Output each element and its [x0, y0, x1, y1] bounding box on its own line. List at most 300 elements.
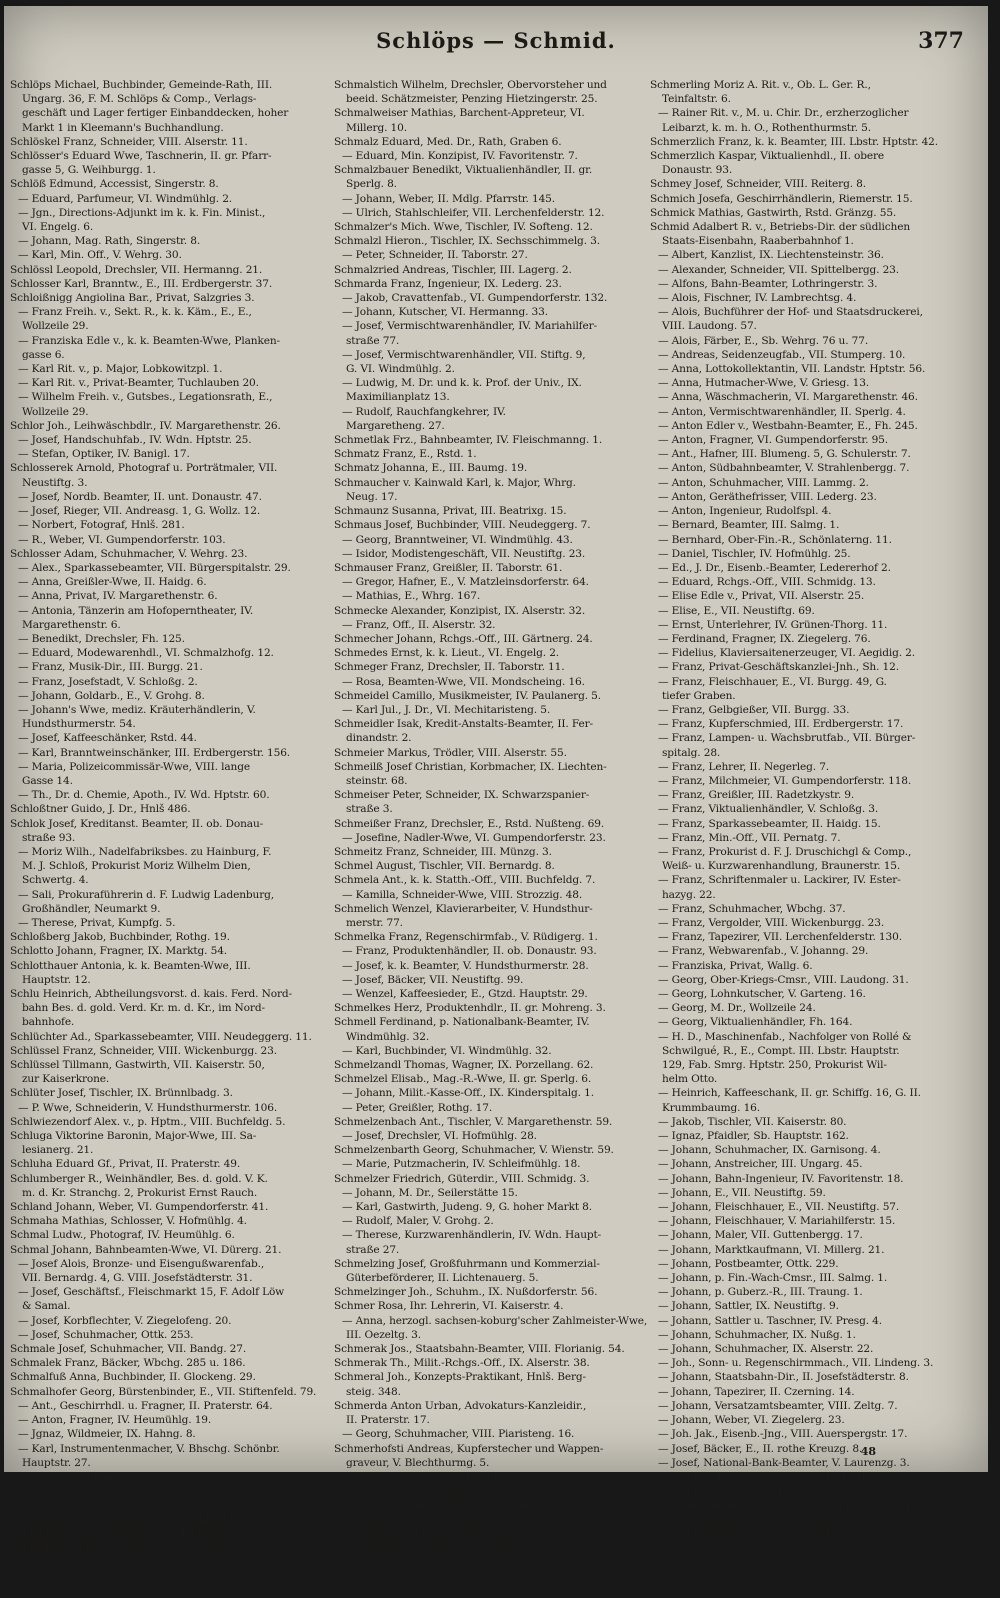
directory-entry-continuation: VI. Engelg. 6.: [22, 221, 94, 234]
directory-entry-continuation: steig. 348.: [346, 1385, 401, 1398]
directory-entry: — Jgn., Directions-Adjunkt im k. k. Fin. Minist.,: [18, 206, 266, 219]
directory-entry-continuation: Schwertg. 4.: [22, 874, 89, 887]
directory-entry: — Wilhelm Freih. v., Gutsbes., Legationsrath, E.,: [18, 391, 273, 404]
directory-entry: Schlosser Karl, Branntw., E., III. Erdbergerstr. 37.: [10, 277, 273, 290]
directory-entry: — Heinrich, Kaffeeschank, II. gr. Schiffg. 16, G. II.: [658, 1087, 921, 1100]
directory-entry-continuation: Weiß- u. Kurzwarenhandlung, Braunerstr. 15.: [662, 860, 901, 873]
directory-entry: — Alois, Buchführer der Hof- und Staatsdruckerei,: [658, 306, 923, 319]
directory-entry: — Alexander, Schneider, VII. Spittelbergg. 23.: [658, 263, 899, 276]
directory-entry: — Franziska, Privat, Wallg. 6.: [658, 959, 813, 972]
directory-entry: — Karl, Buchbinder, VI. Windmühlg. 32.: [342, 1044, 552, 1057]
directory-entry: — Anton, Schuhmacher, VIII. Lammg. 2.: [658, 476, 869, 489]
directory-entry: — Josef Alois, Bronze- und Eisengußwarenfab.,: [18, 1257, 265, 1270]
directory-entry: Schmalzbauer Benedikt, Viktualienhändler, II. gr.: [334, 164, 593, 177]
directory-entry: — Franz, Viktualienhändler, V. Schloßg. 3.: [658, 803, 879, 816]
directory-entry: Schmelzel Elisab., Mag.-R.-Wwe, II. gr. Sperlg. 6.: [334, 1073, 592, 1086]
directory-entry: — Joh. Jak., Eisenb.-Jng., VIII. Auerspergstr. 17.: [658, 1428, 908, 1441]
directory-entry: — Johann, Postbeamter, Ottk. 229.: [658, 1257, 839, 1270]
directory-entry-continuation: gasse 5, G. Weihburgg. 1.: [22, 164, 156, 177]
directory-entry: Schmich Josefa, Geschirrhändlerin, Riemerstr. 15.: [650, 192, 913, 205]
directory-entry: — Johann, Schuhmacher, IX. Alserstr. 22.: [658, 1343, 874, 1356]
directory-entry: — Antonia, Tänzerin am Hofoperntheater, IV.: [18, 604, 254, 617]
directory-entry: — Karl Rit. v., Privat-Beamter, Tuchlauben 20.: [18, 377, 259, 390]
directory-entry-continuation: spitalg. 28.: [662, 746, 721, 759]
directory-entry-continuation: helm Otto.: [662, 1073, 718, 1086]
directory-entry-continuation: Millerg. 10.: [346, 121, 407, 134]
directory-entry: — Johann, Mag. Rath, Singerstr. 8.: [18, 235, 201, 248]
directory-entry: — Johann, Goldarb., E., V. Grohg. 8.: [18, 689, 205, 702]
directory-entry: — Georg, Ober-Kriegs-Cmsr., VIII. Laudong. 31.: [658, 973, 909, 986]
directory-page: [4, 6, 988, 1597]
directory-entry: — Johann, Marktkaufmann, VI. Millerg. 21.: [658, 1243, 885, 1256]
directory-entry: Schlüssel Franz, Schneider, VIII. Wickenburgg. 23.: [10, 1044, 277, 1057]
directory-entry: — Josef, Beamter, III. Rennweg 47.: [658, 1527, 841, 1540]
directory-entry: — Norbert, Fotograf, Hnlš. 281.: [18, 519, 185, 532]
directory-entry: — Eduard, Modewarenhdl., VI. Schmalzhofg. 12.: [18, 647, 274, 660]
directory-entry: — Anton, Vermischtwarenhändler, II. Sperlg. 4.: [658, 405, 906, 418]
directory-entry-continuation: hazyg. 22.: [662, 888, 716, 901]
directory-entry-continuation: Hauptstr. 12.: [22, 973, 91, 986]
directory-entry: — Anna, Lottokollektantin, VII. Landstr. Hptstr. 56.: [658, 363, 926, 376]
directory-entry: Schlüssel Tillmann, Gastwirth, VII. Kaiserstr. 50,: [10, 1059, 265, 1072]
directory-entry: — Josef, Vermischtwarenhändler, IV. Mariahilfer-: [342, 320, 597, 333]
directory-entry: — Johann, p. Guberz.-R., III. Traung. 1.: [658, 1286, 863, 1299]
directory-entry: Schmaunz Susanna, Privat, III. Beatrixg. 15.: [334, 505, 567, 518]
directory-entry: — Karl, Instrumentenmacher, V. Bhschg. Schönbr.: [18, 1442, 280, 1455]
directory-entry: — Jgnaz, Wildmeier, IX. Hahng. 8.: [18, 1428, 196, 1441]
directory-entry: Schmalweiser Mathias, Barchent-Appreteur, VI.: [334, 107, 585, 120]
directory-entry-continuation: Güterbeförderer, II. Lichtenauerg. 5.: [346, 1272, 539, 1285]
directory-entry: — Johann, Anstreicher, III. Ungarg. 45.: [658, 1158, 863, 1171]
directory-entry: — Bernard, Beamter, III. Salmg. 1.: [658, 519, 840, 532]
directory-entry: Schmerling Moriz A. Rit. v., Ob. L. Ger. R.,: [650, 79, 871, 91]
directory-entry-continuation: lerstraße 18.: [22, 1499, 90, 1512]
directory-entry: — Johann, Schuhmacher, IX. Garnisong. 4.: [658, 1144, 881, 1157]
directory-entry: — Georg, Lohnkutscher, V. Garteng. 16.: [658, 988, 866, 1000]
directory-entry: — Franz, Schriftenmaler u. Lackirer, IV. Ester-: [658, 874, 901, 887]
directory-entry: — Ferdinand, Fragner, IX. Ziegelerg. 76.: [658, 632, 871, 645]
directory-entry: Schmale Josef, Schuhmacher, VII. Bandg. 27.: [10, 1343, 247, 1356]
directory-entry-continuation: Neustiftg. 3.: [22, 476, 88, 489]
directory-entry-continuation: Gesellsch., Bauernmarkt 1.: [346, 1570, 489, 1583]
directory-entry: — Therese, Privat, Kumpfg. 5.: [18, 916, 176, 929]
directory-entry: — Johann, Tapezirer, II. Czerning. 14.: [658, 1385, 855, 1398]
directory-entry: — Georg, Schuhmacher, VIII. Piaristeng. 16.: [342, 1428, 575, 1441]
directory-entry: Schmall Johann, Korbmacher, V. Pilgramg. 6.: [10, 1527, 245, 1540]
directory-entry: Schmela Ant., k. k. Statth.-Off., VIII. Buchfeldg. 7.: [334, 874, 596, 887]
directory-entry: — Josef, Geschäftsf., Fleischmarkt 15, F. Adolf Löw: [18, 1286, 285, 1299]
directory-entry: — Josef, Tabaktrafikant, IV. Colbeg 31.: [658, 1513, 859, 1526]
directory-entry: Schmalek Franz, Bäcker, Wbchg. 285 u. 186.: [10, 1357, 246, 1370]
directory-entry: Schmal Johann, Bahnbeamten-Wwe, VI. Dürerg. 21.: [10, 1243, 282, 1256]
directory-entry-continuation: VIII. Laudong. 57.: [662, 320, 757, 333]
directory-entry: — Johann, Milit.-Kasse-Off., IX. Kinderspitalg. 1.: [342, 1087, 594, 1100]
directory-entry: — Fidelius, Klaviersaitenerzeuger, VI. Aegidig. 2.: [658, 647, 915, 660]
directory-entry: — Franz, Greißler, III. Radetzkystr. 9.: [658, 789, 855, 802]
directory-entry-continuation: 129, Fab. Smrg. Hptstr. 250, Prokurist Wil-: [662, 1059, 887, 1072]
directory-entry: — Johann, Sattler, IX. Neustiftg. 9.: [658, 1300, 839, 1313]
directory-entry: Schlosser Adam, Schuhmacher, V. Wehrg. 23.: [10, 547, 248, 560]
directory-entry: — Anton, Geräthefrisser, VIII. Lederg. 23.: [658, 490, 877, 503]
directory-entry: Schmerak Jos., Staatsbahn-Beamter, VIII. Florianig. 54.: [334, 1343, 625, 1356]
directory-entry: — Josef, k. k. Professor, Hoher Markt 10.: [658, 1470, 872, 1483]
directory-entry: — Anton, Fragner, IV. Heumühlg. 19.: [18, 1414, 212, 1427]
directory-entry: — Franz, Kupferschmied, III. Erdbergerstr. 17.: [658, 718, 904, 731]
directory-entry: Schmey Josef, Schneider, VIII. Reiterg. 8.: [650, 178, 866, 191]
directory-entry: — Rosa, Beamten-Wwe, VII. Mondscheing. 16.: [342, 675, 585, 688]
directory-entry-continuation: straße 77.: [346, 334, 400, 347]
directory-entry-continuation: Sperlg. 8.: [346, 178, 397, 191]
directory-entry: Schmelzenbach Ant., Tischler, V. Margarethenstr. 59.: [334, 1115, 613, 1128]
directory-entry: Schmalzinger Kaspar, Schneider, V. Wienstr. 71.: [10, 1541, 261, 1554]
directory-entry: Schlumberger R., Weinhändler, Bes. d. gold. V. K.: [10, 1172, 268, 1185]
directory-entry: Schlwiezendorf Alex. v., p. Hptm., VIII. Buchfeldg. 5.: [10, 1115, 286, 1128]
directory-entry: — Franz, Lampen- u. Wachsbrutfab., VII. Bürger-: [658, 732, 916, 745]
directory-entry: Schmeral Joh., Konzepts-Praktikant, Hnlš. Berg-: [334, 1371, 586, 1384]
directory-entry: — Johann, Kutscher, VI. Hermanng. 33.: [342, 306, 548, 319]
directory-entry: Schmelzinger Joh., Schuhm., IX. Nußdorferstr. 56.: [334, 1286, 598, 1299]
directory-entry: Schmetlak Frz., Bahnbeamter, IV. Fleischmanng. 1.: [334, 434, 603, 447]
directory-entry: Schmalfuß Anna, Buchbinder, II. Glockeng. 29.: [10, 1371, 256, 1384]
directory-entry-continuation: Margaretheng. 27.: [346, 419, 445, 432]
directory-entry-continuation: graveur, V. Blechthurmg. 5.: [346, 1456, 490, 1469]
directory-entry-continuation: geschäft und Lager fertiger Einbanddecken, hoher: [22, 107, 289, 120]
directory-entry: — Rudolf, Maler, V. Grohg. 2.: [342, 1215, 494, 1228]
directory-entry: — Josef, National-Bank-Beamter, V. Laurenzg. 3.: [658, 1456, 910, 1469]
directory-entry: — Jakob, Tischler, VII. Kaiserstr. 80.: [658, 1115, 847, 1128]
directory-entry: — Johann, Fleischhauer, E., VII. Neustiftg. 57.: [658, 1201, 900, 1214]
directory-entry-continuation: Neug. 17.: [346, 490, 398, 503]
directory-column-1: [10, 78, 320, 1554]
directory-entry: Schmeiser Peter, Schneider, IX. Schwarzspanier-: [334, 789, 590, 802]
directory-entry: — Benedikt, Drechsler, Fh. 125.: [18, 632, 185, 645]
directory-entry: Schlok Josef, Kreditanst. Beamter, II. ob. Donau-: [10, 817, 264, 830]
directory-entry: — Alois, Färber, E., Sb. Wehrg. 76 u. 77.: [658, 334, 869, 347]
directory-entry: — Franz Freih. v., Sekt. R., k. k. Käm., E., E.,: [18, 306, 252, 319]
directory-entry: — Josef, Bäcker, E., II. rothe Kreuzg. 8.: [658, 1442, 863, 1455]
directory-entry: — Franz, Schuhmacher, Wbchg. 37.: [658, 902, 846, 915]
directory-entry: Schlüter Josef, Tischler, IX. Brünnlbadg. 3.: [10, 1087, 233, 1100]
directory-entry: — Josef, Schneider, VIII. Josefstädterstr. 29.: [658, 1485, 887, 1498]
directory-entry: — Paul, Chokoladefab., Genoss. Vorstand, Schu-: [18, 1485, 270, 1498]
directory-entry: Schmalstich Wilhelm, Drechsler, Obervorsteher und: [334, 79, 607, 91]
directory-entry: Schlor Joh., Leihwäschbdlr., IV. Margarethenstr. 26.: [10, 419, 281, 432]
directory-entry: — Bernhard, Ober-Fin.-R., Schönlaterng. 11.: [658, 533, 892, 546]
directory-entry: — Ignaz, Spängler, IV. Magdalenerstr. 27.: [342, 1470, 560, 1483]
directory-entry: — Johann's Wwe, mediz. Kräuterhändlerin, V.: [18, 703, 256, 716]
directory-entry-continuation: dinandstr. 2.: [346, 732, 412, 745]
directory-entry-continuation: Gasse 14.: [22, 774, 73, 787]
directory-entry: — Josef, Drechsler, VI. Hofmühlg. 28.: [342, 1130, 537, 1143]
directory-entry: — Ant., Geschirrhdl. u. Fragner, II. Praterstr. 64.: [18, 1399, 273, 1412]
directory-entry-continuation: merstr. 77.: [346, 916, 403, 929]
directory-entry: — Joh., Sonn- u. Regenschirmmach., VII. Lindeng. 3.: [658, 1357, 934, 1370]
directory-entry: — Therese, Kurzwarenhändlerin, IV. Wdn. Haupt-: [342, 1229, 602, 1242]
directory-entry: — Ed., J. Dr., Eisenb.-Beamter, Ledererhof 2.: [658, 561, 891, 574]
directory-entry: — Franziska Edle v., k. k. Beamten-Wwe, Planken-: [18, 334, 280, 347]
directory-entry: — Josef, Rieger, VII. Andreasg. 1, G. Wollz. 12.: [18, 505, 261, 518]
directory-entry: — Rainer Rit. v., M. u. Chir. Dr., erzherzoglicher: [658, 107, 909, 120]
directory-entry: Schmalz Eduard, Med. Dr., Rath, Graben 6.: [334, 135, 562, 148]
directory-entry: — Elise Edle v., Privat, VII. Alserstr. 25.: [658, 590, 865, 603]
directory-entry: — Franz, Milchmeier, VI. Gumpendorferstr. 118.: [658, 774, 912, 787]
directory-entry: — Josef Ritt. v., FML., G. Regiments-Inh.,: [342, 1541, 557, 1554]
directory-entry: — Karl, Branntweinschänker, III. Erdbergerstr. 156.: [18, 746, 291, 759]
directory-entry: Schmelzer Friedrich, Güterdir., VIII. Schmidg. 3.: [334, 1172, 590, 1185]
directory-entry: — Marie, Putzmacherin, IV. Schleifmühlg. 18.: [342, 1158, 581, 1171]
directory-entry: — Franz, Sparkassebeamter, II. Haidg. 15.: [658, 817, 881, 830]
directory-entry: — Franz, Produktenhändler, II. ob. Donaustr. 93.: [342, 945, 597, 958]
directory-entry: — Karl Rit. v., p. Major, Lobkowitzpl. 1.: [18, 363, 223, 376]
directory-entry: Schmerling Adele v., Privat, Kärnthnerstr. 31.: [334, 1499, 573, 1512]
directory-entry: — Eduard, Min. Konzipist, IV. Favoritenstr. 7.: [342, 150, 578, 163]
directory-entry-continuation: Leibarzt, k. m. h. O., Rothenthurmstr. 5.: [662, 121, 871, 134]
directory-entry: Schmarda Franz, Ingenieur, IX. Lederg. 23.: [334, 277, 562, 290]
directory-entry: — Ludwig, M. Dr. und k. k. Prof. der Univ., IX.: [342, 377, 582, 390]
directory-entry-continuation: VII. Bernardg. 4, G. VIII. Josefstädterstr. 31.: [22, 1272, 253, 1285]
directory-entry: Schlössl Leopold, Drechsler, VII. Hermanng. 21.: [10, 263, 263, 276]
page-header: [4, 28, 988, 62]
directory-entry: Schlotto Johann, Fragner, IX. Marktg. 54.: [10, 945, 228, 958]
directory-entry: Schmell Ferdinand, p. Nationalbank-Beamter, IV.: [334, 1016, 590, 1029]
directory-entry: — Josef, Vermischtwarenhändler, VII. Stiftg. 9,: [342, 348, 586, 361]
directory-entry: — Josef, Nordb. Beamter, II. unt. Donaustr. 47.: [18, 490, 262, 503]
directory-entry: Schmecke Alexander, Konzipist, IX. Alserstr. 32.: [334, 604, 586, 617]
directory-entry: — Alex., Sparkassebeamter, VII. Bürgerspitalstr. 29.: [18, 561, 291, 574]
directory-entry: — Franz, Gelbgießer, VII. Burgg. 33.: [658, 703, 850, 716]
directory-entry: Schlotthauer Antonia, k. k. Beamten-Wwe, III.: [10, 959, 251, 972]
directory-entry: Schmauser Franz, Greißler, II. Taborstr. 61.: [334, 561, 563, 574]
directory-entry: Schlöß Edmund, Accessist, Singerstr. 8.: [10, 178, 219, 191]
directory-entry-continuation: gasse 6.: [22, 348, 65, 361]
directory-entry: — Albert, Kanzlist, IX. Liechtensteinstr. 36.: [658, 249, 884, 262]
directory-entry: Schmatz Franz, E., Rstd. 1.: [334, 448, 477, 461]
directory-entry: Schluha Eduard Gf., Privat, II. Praterstr. 49.: [10, 1158, 241, 1171]
directory-entry-continuation: Maximilianplatz 13.: [346, 391, 450, 404]
directory-entry: — Anton Rit. v., Staats-Minister, wirkl. Gh.-R.,: [342, 1513, 581, 1526]
directory-entry-continuation: straße 27.: [346, 1243, 400, 1256]
directory-entry-continuation: straße 93.: [22, 831, 76, 844]
directory-entry-continuation: bahn Bes. d. gold. Verd. Kr. m. d. Kr., im Nord-: [22, 1002, 265, 1015]
directory-entry-continuation: Krummbaumg. 16.: [662, 1101, 760, 1114]
directory-entry: — Ludwig, Ingrossist, IV. Wienstr. 15.: [342, 1584, 538, 1597]
directory-entry: — Johann, E., VII. Neustiftg. 59.: [658, 1186, 826, 1199]
directory-entry: Schmaus Josef, Buchbinder, VIII. Neudeggerg. 7.: [334, 519, 591, 532]
directory-entry: — Johann, Maler, VII. Guttenbergg. 17.: [658, 1229, 863, 1242]
directory-entry: Schmeidler Isak, Kredit-Anstalts-Beamter, II. Fer-: [334, 718, 593, 731]
directory-entry-continuation: tiefer Graben.: [662, 689, 736, 702]
directory-entry-continuation: Hundsthurmerstr. 54.: [22, 718, 136, 731]
directory-entry: — Georg, M. Dr., Wollzeile 24.: [658, 1002, 816, 1015]
directory-entry: — Anna, herzogl. sachsen-koburg'scher Zahlmeister-Wwe,: [342, 1314, 648, 1327]
directory-entry: Schmalinger Jos., Goldarb., II. Kettenbrückeng. 10.: [10, 1513, 279, 1526]
directory-entry: — Wenzel, Kaffeesieder, E., Gtzd. Hauptstr. 29.: [342, 988, 588, 1000]
directory-entry-continuation: Wollzeile 29.: [22, 405, 89, 418]
signature-mark: 48: [860, 1445, 876, 1458]
directory-entry: — Franz, Off., II. Alserstr. 32.: [342, 618, 496, 631]
directory-entry: — Karl, Gastwirth, Judeng. 9, G. hoher Markt 8.: [342, 1201, 592, 1214]
directory-entry-continuation: lesianerg. 21.: [22, 1144, 94, 1157]
directory-entry: — Johann, Sattler u. Taschner, IV. Presg. 4.: [658, 1314, 882, 1327]
directory-entry: Schmerzlich Kaspar, Viktualienhdl., II. obere: [650, 150, 885, 163]
directory-entry: — Daniel, Tischler, IV. Hofmühlg. 25.: [658, 547, 851, 560]
directory-entry: — Johann, M. Dr., Seilerstätte 15.: [342, 1186, 518, 1199]
directory-entry: — Jakob, Cravattenfab., VI. Gumpendorferstr. 132.: [342, 292, 608, 305]
directory-entry: Schland Johann, Weber, VI. Gumpendorferstr. 41.: [10, 1201, 269, 1214]
directory-entry: — Johann, Schuhmacher, IX. Nußg. 1.: [658, 1328, 856, 1341]
directory-entry-continuation: Schwilgué, R., E., Compt. III. Lbstr. Hauptstr.: [662, 1044, 900, 1057]
directory-entry: — Franz, Josefstadt, V. Schloßg. 2.: [18, 675, 198, 688]
directory-entry-continuation: Staats-Eisenbahn, Raaberbahnhof 1.: [662, 235, 854, 248]
directory-entry-continuation: Großkreuz und Ritter, Herreng. 13.: [346, 1527, 532, 1540]
directory-entry: — Anton, Fragner, VI. Gumpendorferstr. 95.: [658, 434, 888, 447]
directory-entry-continuation: Ehr. Kr. Cmdr., n. k. hl. Ord. Mitgl. d. gek.: [346, 1556, 565, 1569]
directory-entry: — Franz, Prokurist d. F. J. Druschichgl & Comp.,: [658, 845, 912, 858]
directory-entry: Schmelka Franz, Regenschirmfab., V. Rüdigerg. 1.: [334, 931, 598, 944]
directory-entry: — Anna, Greißler-Wwe, II. Haidg. 6.: [18, 576, 207, 589]
directory-entry: Schmalhofer Georg, Bürstenbinder, E., VII. Stiftenfeld. 79.: [10, 1385, 317, 1398]
directory-entry: — Josef, Gemeinde-Vorstand, VIII. Piaristeng. 41.: [658, 1499, 915, 1512]
directory-entry: Schloßberg Jakob, Buchbinder, Rothg. 19.: [10, 931, 230, 944]
directory-entry: — Karl, Min. Off., V. Wehrg. 30.: [18, 249, 182, 262]
page-number: 377: [918, 28, 964, 54]
directory-entry: Schmerla Karl, Fournierholzhändler, Fh. 152.: [334, 1485, 572, 1498]
directory-entry: — Alois, Fischner, IV. Lambrechtsg. 4.: [658, 292, 857, 305]
directory-entry: — Ernst, Unterlehrer, IV. Grünen-Thorg. 11.: [658, 618, 888, 631]
directory-entry: — Josef, Schuhmacher, Ottk. 253.: [18, 1328, 194, 1341]
directory-entry: — Th., Dr. d. Chemie, Apoth., IV. Wd. Hptstr. 60.: [18, 789, 270, 802]
directory-entry-continuation: straße 3.: [346, 803, 393, 816]
directory-entry: — Josefine, Nadler-Wwe, VI. Gumpendorferstr. 23.: [342, 831, 606, 844]
directory-entry: Schmeißer Franz, Drechsler, E., Rstd. Nußteng. 69.: [334, 817, 605, 830]
directory-entry-continuation: Margarethenstr. 6.: [22, 618, 121, 631]
directory-entry: Schmatz Johanna, E., III. Baumg. 19.: [334, 462, 528, 475]
directory-entry-continuation: Windmühlg. 32.: [346, 1030, 430, 1043]
directory-column-2: [334, 78, 648, 1597]
page-title: Schlöps — Schmid.: [376, 28, 616, 53]
directory-entry-continuation: M. J. Schloß, Prokurist Moriz Wilhelm Dien,: [22, 860, 251, 873]
directory-entry: Schlöskel Franz, Schneider, VIII. Alserstr. 11.: [10, 135, 248, 148]
directory-entry: — Josef, k. k. Beamter, V. Hundsthurmerstr. 28.: [342, 959, 589, 972]
directory-entry: — Isidor, Modistengeschäft, VII. Neustiftg. 23.: [342, 547, 586, 560]
directory-entry: — Franz, Min.-Off., VII. Pernatg. 7.: [658, 831, 841, 844]
directory-entry-continuation: Donaustr. 93.: [662, 164, 733, 177]
directory-entry: Schmelkes Herz, Produktenhdlr., II. gr. Mohreng. 3.: [334, 1002, 606, 1015]
directory-entry: — Franz, Musik-Dir., III. Burgg. 21.: [18, 661, 203, 674]
directory-entry: — Paul, Bankbeamter, Wollzeile 16.: [18, 1470, 204, 1483]
directory-entry: Schmick Mathias, Gastwirth, Rstd. Gränzg. 55.: [650, 206, 897, 219]
directory-entry: Schmalzried Andreas, Tischler, III. Lagerg. 2.: [334, 263, 572, 276]
directory-entry: — Franz, Tapezirer, VII. Lerchenfelderstr. 130.: [658, 931, 902, 944]
directory-entry: Schmeitz Franz, Schneider, III. Münzg. 3.: [334, 845, 552, 858]
directory-entry: — Maria, Polizeicommissär-Wwe, VIII. lange: [18, 760, 250, 773]
directory-entry: — Johann, p. Fin.-Wach-Cmsr., III. Salmg. 1.: [658, 1272, 888, 1285]
directory-entry: — Georg, Viktualienhändler, Fh. 164.: [658, 1016, 853, 1029]
directory-entry: — Eduard, Parfumeur, VI. Windmühlg. 2.: [18, 192, 233, 205]
directory-entry: Schmaha Mathias, Schlosser, V. Hofmühlg. 4.: [10, 1215, 247, 1228]
directory-entry-continuation: steinstr. 68.: [346, 774, 408, 787]
directory-entry: — Kamilla, Schneider-Wwe, VIII. Strozzig. 48.: [342, 888, 583, 901]
directory-entry: — Elise, E., VII. Neustiftg. 69.: [658, 604, 815, 617]
directory-entry-continuation: & Samal.: [22, 1300, 71, 1313]
directory-entry: Schmerhofsti Andreas, Kupferstecher und Wappen-: [334, 1442, 604, 1455]
directory-entry-continuation: Wollzeile 29.: [22, 320, 89, 333]
directory-entry: — Alfons, Bahn-Beamter, Lothringerstr. 3.: [658, 277, 878, 290]
directory-entry: Schmaucher v. Kainwald Karl, k. Major, Whrg.: [334, 476, 576, 489]
directory-entry: — Anton, Südbahnbeamter, V. Strahlenbergg. 7.: [658, 462, 910, 475]
directory-entry: Schmerak Th., Milit.-Rchgs.-Off., IX. Alserstr. 38.: [334, 1357, 590, 1370]
directory-entry: — Andreas, Seidenzeugfab., VII. Stumperg. 10.: [658, 348, 906, 361]
directory-entry: — Moriz Wilh., Nadelfabriksbes. zu Hainburg, F.: [18, 845, 272, 858]
directory-entry: — Johann, Fleischhauer, V. Mariahilferstr. 15.: [658, 1215, 896, 1228]
directory-entry: Schloißnigg Angiolina Bar., Privat, Salzgries 3.: [10, 292, 255, 305]
directory-entry: Schmeilß Josef Christian, Korbmacher, IX. Liechten-: [334, 760, 607, 773]
directory-entry: Schmedes Ernst, k. k. Lieut., VI. Engelg. 2.: [334, 647, 560, 660]
directory-entry: Schmelzing Josef, Großfuhrmann und Kommerzial-: [334, 1257, 600, 1270]
directory-entry: Schmerda Anton Urban, Advokaturs-Kanzleidir.,: [334, 1399, 587, 1412]
directory-entry: Schlosserek Arnold, Photograf u. Porträtmaler, VII.: [10, 462, 278, 475]
directory-entry: Schmeidel Camillo, Musikmeister, IV. Paulanerg. 5.: [334, 689, 601, 702]
directory-entry: — R., Weber, VI. Gumpendorferstr. 103.: [18, 533, 226, 546]
directory-entry-continuation: G. VI. Windmühlg. 2.: [346, 363, 455, 376]
directory-entry-continuation: beeid. Schätzmeister, Penzing Hietzingerstr. 25.: [346, 93, 598, 106]
directory-entry: Schmelich Wenzel, Klavierarbeiter, V. Hundsthur-: [334, 902, 593, 915]
directory-entry: — Franz, Webwarenfab., V. Johanng. 29.: [658, 945, 869, 958]
directory-entry: — Anton, Ingenieur, Rudolfspl. 4.: [658, 505, 832, 518]
directory-entry-continuation: Hauptstr. 27.: [22, 1456, 91, 1469]
directory-entry: — Franz, Fleischhauer, E., VI. Burgg. 49, G.: [658, 675, 887, 688]
directory-entry: Schmid Adalbert R. v., Betriebs-Dir. der südlichen: [650, 221, 911, 234]
directory-entry: Schmecher Johann, Rchgs.-Off., III. Gärtnerg. 24.: [334, 632, 593, 645]
directory-entry: — Franz, Privat-Geschäftskanzlei-Jnh., Sh. 12.: [658, 661, 899, 674]
directory-entry: Schlösser's Eduard Wwe, Taschnerin, II. gr. Pfarr-: [10, 150, 272, 163]
directory-entry: — P. Wwe, Schneiderin, V. Hundsthurmerstr. 106.: [18, 1101, 278, 1114]
directory-entry: Schmeier Markus, Trödler, VIII. Alserstr. 55.: [334, 746, 567, 759]
directory-entry: Schluga Viktorine Baronin, Major-Wwe, III. Sa-: [10, 1130, 257, 1143]
directory-entry-continuation: Großhändler, Neumarkt 9.: [22, 902, 161, 915]
directory-entry: — Ignaz, Pfaidler, Sb. Hauptstr. 162.: [658, 1130, 849, 1143]
directory-entry: — Rudolf, Rauchfangkehrer, IV.: [342, 405, 506, 418]
directory-entry: — Karl Jul., J. Dr., VI. Mechitaristeng. 5.: [342, 703, 551, 716]
directory-entry: Schmer Rosa, Ihr. Lehrerin, VI. Kaiserstr. 4.: [334, 1300, 564, 1313]
directory-entry-continuation: zur Kaiserkrone.: [22, 1073, 110, 1086]
directory-entry: Schlöps Michael, Buchbinder, Gemeinde-Rath, III.: [10, 79, 273, 91]
directory-entry: Schmel August, Tischler, VII. Bernardg. 8.: [334, 860, 555, 873]
directory-entry: Schmerzlich Franz, k. k. Beamter, III. Lbstr. Hptstr. 42.: [650, 135, 938, 148]
directory-entry: — Ant., Hafner, III. Blumeng. 5, G. Schulerstr. 7.: [658, 448, 911, 461]
directory-entry-continuation: Markt 1 in Kleemann's Buchhandlung.: [22, 121, 224, 134]
directory-entry: — Anna, Wäschmacherin, VI. Margarethenstr. 46.: [658, 391, 918, 404]
directory-entry: — Anna, Hutmacher-Wwe, V. Griesg. 13.: [658, 377, 870, 390]
directory-entry: — Johann, Bahn-Ingenieur, IV. Favoritenstr. 18.: [658, 1172, 904, 1185]
directory-entry: Schmelzandl Thomas, Wagner, IX. Porzellang. 62.: [334, 1059, 594, 1072]
directory-entry: Schmal Ludw., Photograf, IV. Heumühlg. 6.: [10, 1229, 235, 1242]
directory-entry: Schmelzenbarth Georg, Schuhmacher, V. Wienstr. 59.: [334, 1144, 614, 1157]
directory-entry: — Eduard, Rchgs.-Off., VIII. Schmidg. 13.: [658, 576, 876, 589]
directory-entry: Schlu Heinrich, Abtheilungsvorst. d. kais. Ferd. Nord-: [10, 988, 292, 1000]
directory-entry: — Sali, Prokuraführerin d. F. Ludwig Ladenburg,: [18, 888, 274, 901]
directory-entry: Schlüchter Ad., Sparkassebeamter, VIII. Neudeggerg. 11.: [10, 1030, 312, 1043]
directory-entry: — Josef, Bäcker, VII. Neustiftg. 99.: [342, 973, 524, 986]
directory-entry: Schmalzer's Mich. Wwe, Tischler, IV. Softeng. 12.: [334, 221, 593, 234]
directory-entry: — Josef, Handschuhfab., IV. Wdn. Hptstr. 25.: [18, 434, 252, 447]
directory-entry: — Peter, Schneider, II. Taborstr. 27.: [342, 249, 528, 262]
directory-entry: — Mathias, E., Whrg. 167.: [342, 590, 481, 603]
directory-entry: — Josef, Kaffeeschänker, Rstd. 44.: [18, 732, 197, 745]
directory-entry-continuation: bahnhofe.: [22, 1016, 75, 1029]
directory-entry: — Franz, Vergolder, VIII. Wickenburgg. 23.: [658, 916, 885, 929]
directory-entry-continuation: m. d. Kr. Stranchg. 2, Prokurist Ernst Rauch.: [22, 1186, 258, 1199]
